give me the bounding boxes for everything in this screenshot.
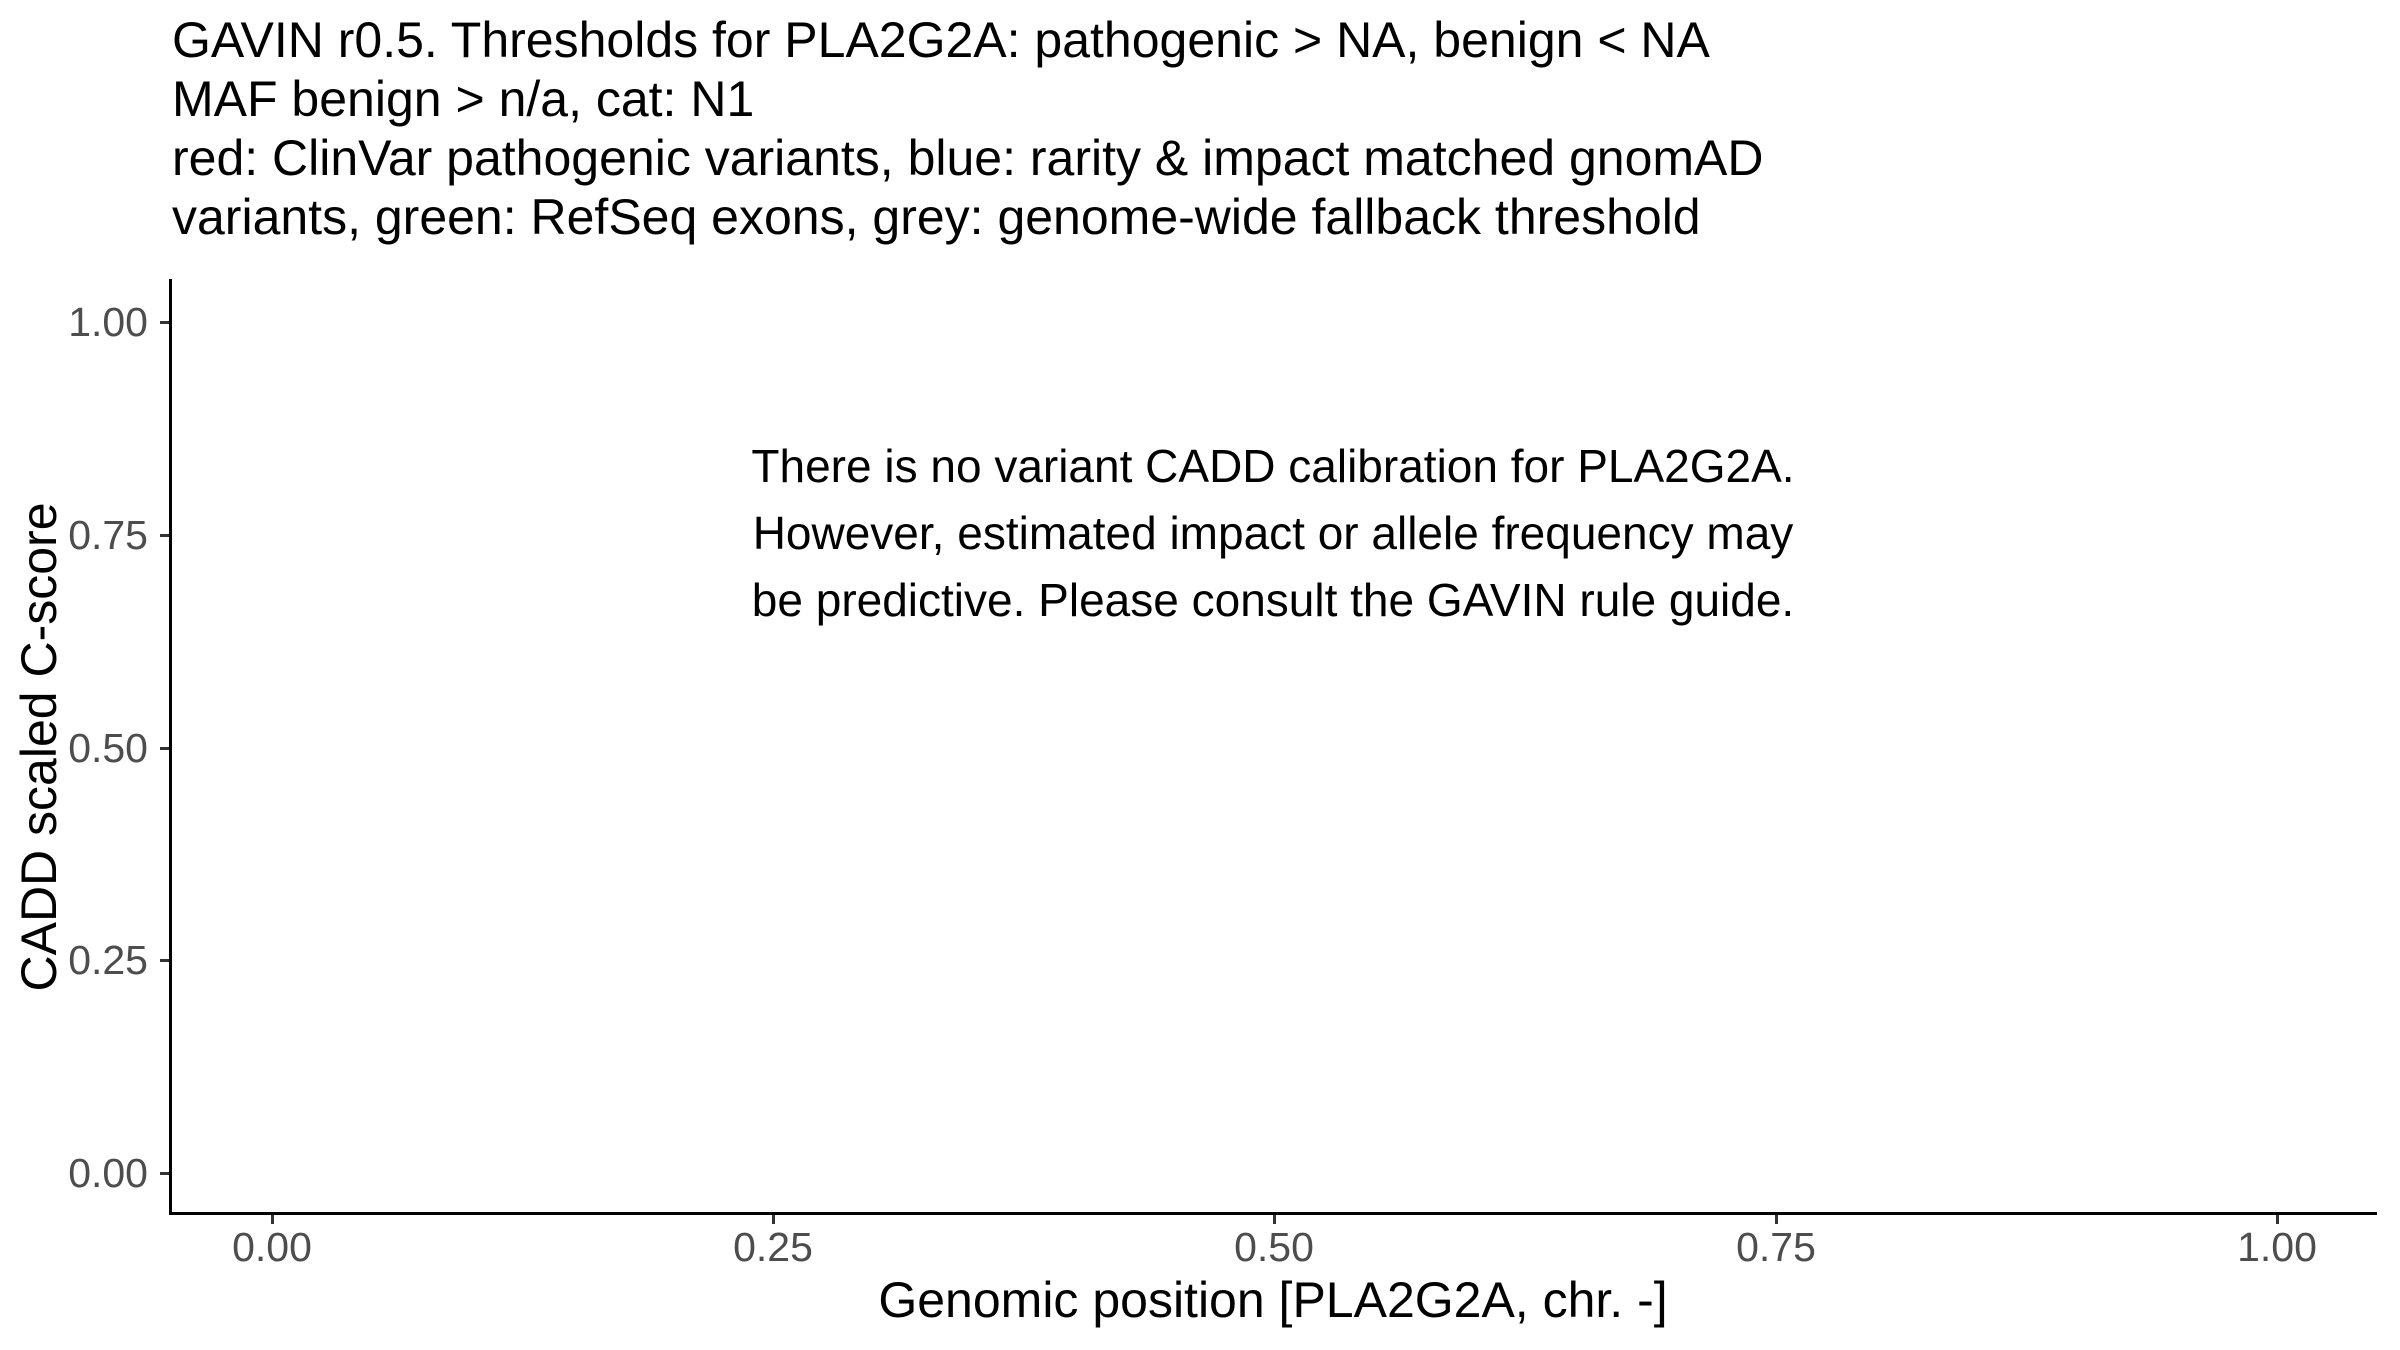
x-tick-label-0.50: 0.50 xyxy=(1234,1224,1314,1270)
plot-title-line-2: MAF benign > n/a, cat: N1 xyxy=(172,71,755,127)
y-tick-label-0.25: 0.25 xyxy=(68,937,148,983)
plot-panel xyxy=(169,279,2377,1215)
y-axis-line xyxy=(169,279,172,1215)
x-tick-label-0.75: 0.75 xyxy=(1736,1224,1816,1270)
plot-title-line-4: variants, green: RefSeq exons, grey: genome-wide fallback threshold xyxy=(172,189,1701,245)
y-tick-mark-0.75 xyxy=(160,534,169,537)
x-tick-label-1.00: 1.00 xyxy=(2237,1224,2317,1270)
y-tick-label-0.75: 0.75 xyxy=(68,512,148,558)
panel-annotation xyxy=(169,433,2377,634)
x-tick-label-0.00: 0.00 xyxy=(232,1224,312,1270)
plot-title-line-3: red: ClinVar pathogenic variants, blue: rarity & impact matched gnomAD xyxy=(172,130,1764,186)
annotation-line-2: However, estimated impact or allele frequency may xyxy=(752,507,1794,559)
plot-title-line-1: GAVIN r0.5. Thresholds for PLA2G2A: pathogenic > NA, benign < NA xyxy=(172,12,1710,68)
y-tick-mark-0.50 xyxy=(160,747,169,750)
y-tick-label-0.50: 0.50 xyxy=(68,725,148,771)
x-axis-title: Genomic position [PLA2G2A, chr. -] xyxy=(878,1272,1668,1328)
y-tick-label-1.00: 1.00 xyxy=(68,299,148,345)
y-tick-label-0.00: 0.00 xyxy=(68,1150,148,1196)
y-axis-title: CADD scaled C-score xyxy=(11,502,67,992)
annotation-line-3: be predictive. Please consult the GAVIN rule guide. xyxy=(751,574,1795,626)
plot-title xyxy=(172,11,1763,247)
x-tick-label-0.25: 0.25 xyxy=(733,1224,813,1270)
y-tick-mark-0.25 xyxy=(160,959,169,962)
annotation-line-1: There is no variant CADD calibration for PLA2G2A. xyxy=(751,440,1795,492)
y-tick-mark-0.00 xyxy=(160,1172,169,1175)
y-tick-mark-1.00 xyxy=(160,321,169,324)
